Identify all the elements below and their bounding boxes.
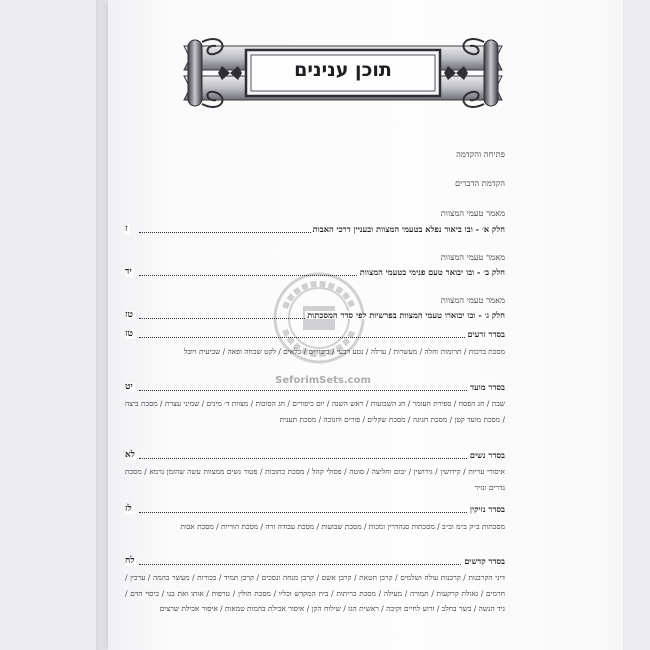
toc-row-order-zeraim — [125, 330, 505, 341]
toc-row-chapter-3 — [125, 311, 505, 322]
page-number: יד — [125, 267, 132, 277]
chapter-desc: - ובו ביאור נפלא בטעמי המצוות ובעניין דרכי האבות — [312, 224, 480, 234]
chapter-desc: - ובו יבוארו טעמי המצוות בפרשיות לפי סדר המסכתות — [307, 310, 482, 320]
toc-row-chapter-1 — [125, 225, 505, 236]
toc-entry-title — [311, 225, 505, 233]
order-title: בסדר נזיקין — [469, 504, 505, 514]
page-number: טז — [125, 310, 133, 320]
toc-row-order-kodashim — [125, 557, 505, 568]
title-banner — [178, 28, 508, 116]
toc-intro: פתיחה והקדמה — [456, 149, 505, 159]
tractate-list: איסורי עריות / קידושין / גירושין / יבום וחליצה / סוטה / פסולי קהל / מסכת כתובות / פטור נשים ממצוות עשה שהזמן גרמא / מסכת נדרים ונזיר — [125, 467, 505, 492]
dot-leader — [139, 390, 505, 391]
chapter-part: חלק ב׳ — [483, 267, 505, 277]
chapter-part: חלק ג׳ — [484, 310, 505, 320]
toc-row-order-moed — [125, 383, 505, 394]
toc-row-chapter-2 — [125, 268, 505, 279]
tractate-list: מסכתות ב״ק ב״מ וב״ב / מסכתות סנהדרין ומכות / מסכת שבועות / מסכת עבודה זרה / מסכת הוריות / מסכת אבות — [180, 522, 505, 531]
toc-entry-title — [358, 268, 505, 276]
page-number: ז — [125, 224, 128, 234]
toc-preface: הקדמת הדברים — [454, 178, 505, 188]
chapter-desc: - ובו יבואר טעם פנימי בטעמי המצוות — [359, 267, 481, 277]
chapter-part: חלק א׳ — [481, 224, 505, 234]
dot-leader — [139, 564, 505, 565]
chapter-label: מאמר טעמי המצוות — [440, 252, 505, 262]
tractate-list: שבת / חג הפסח / ספירת העומר / חג השבועות / ראש השנה / יום כיפורים / חג הסוכות / מצוות ד׳ מינים / שמיני עצרת / מסכת ביצה / מסכת מועד קטן / מסכת חגיגה / מסכת שקלים / פורים וחנוכה / מסכת תענית — [125, 399, 505, 424]
chapter-label: מאמר טעמי המצוות — [440, 208, 505, 218]
page-number: לז — [125, 504, 132, 514]
page-number: לא — [125, 450, 135, 460]
order-title: בסדר זרעים — [467, 329, 505, 339]
page-number: טז — [125, 329, 133, 339]
page-title: תוכן ענינים — [294, 59, 392, 81]
toc-entry-title — [305, 311, 505, 319]
page-number: לח — [125, 556, 135, 566]
tractate-list: דיני הקרבנות / קרבנות עולה ושלמים / קרבן חטאת / קרבן אשם / קרבן מנחה ונסכים / קרבן תמיד / בכורות / מעשר בהמה / ערכין / חרמים / גאולת קרקעות / תמורה / מעילה / מסכת כריתות / בית המקדש וכליו / מסכת חולין / טרפות / אותו ואת בנו / כיסוי הדם / גיד הנשה / בשר בחלב / זרוע לחיים וקיבה / ראשית הגז / שילוח הקן / איסור אכילת בהמות טמאות / איסור אכילת שרצים — [125, 573, 505, 613]
toc-row-order-nashim — [125, 451, 505, 462]
tractate-list: מסכת ברכות / תרומות וחלה / מעשרות / ערלה / נטע רבעי / ביכורים / כלאים / לקט שכחה ופאה / שביעית ויובל — [183, 347, 505, 356]
order-title: בסדר קדשים — [464, 556, 505, 566]
toc-row-order-nezikin — [125, 505, 505, 516]
dot-leader — [139, 458, 505, 459]
dot-leader — [139, 337, 505, 338]
chapter-label: מאמר טעמי המצוות — [440, 295, 505, 305]
dot-leader — [139, 512, 505, 513]
order-title: בסדר מועד — [470, 382, 505, 392]
page-number: יט — [125, 382, 133, 392]
watermark-text: SeforimSets.com — [275, 375, 371, 386]
order-title: בסדר נשים — [469, 450, 505, 460]
